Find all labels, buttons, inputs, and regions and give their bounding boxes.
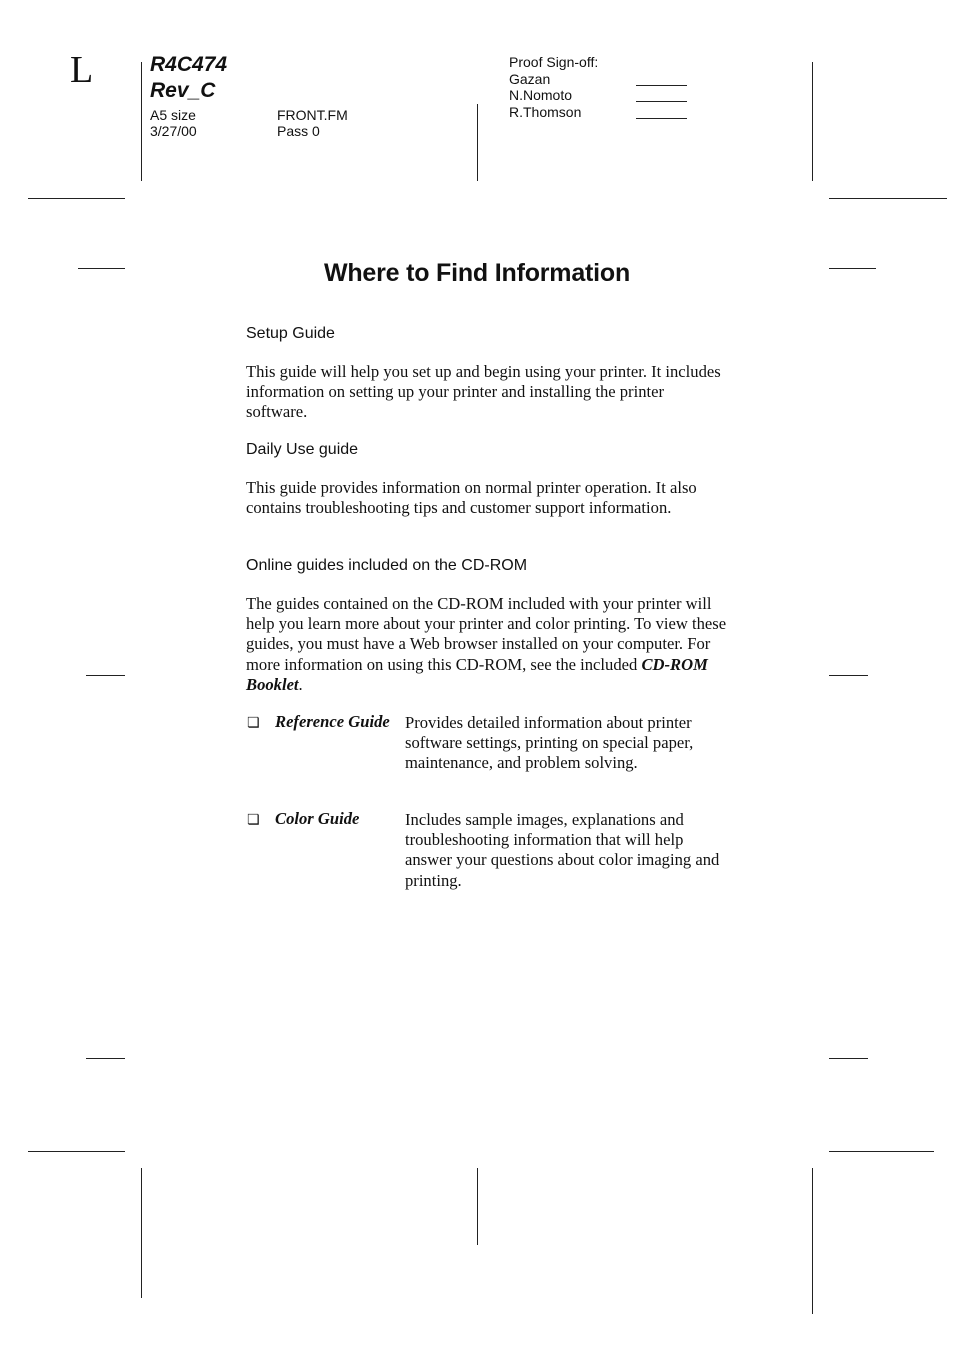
file-name: FRONT.FM xyxy=(277,107,348,123)
page-side-letter: L xyxy=(70,49,94,91)
crop-mark xyxy=(829,198,947,199)
crop-mark xyxy=(28,198,125,199)
crop-mark xyxy=(812,1168,813,1314)
guide-name: Reference Guide xyxy=(275,712,390,731)
section-heading: Daily Use guide xyxy=(246,441,359,458)
signature-line xyxy=(636,101,687,102)
crop-mark xyxy=(141,62,142,181)
guide-name: Color Guide xyxy=(275,809,360,828)
checkbox-bullet-icon: ❏ xyxy=(247,714,260,730)
checkbox-bullet-icon: ❏ xyxy=(247,811,260,827)
paper-size: A5 size xyxy=(150,107,196,123)
crop-mark xyxy=(86,1058,125,1059)
crop-mark xyxy=(829,1058,868,1059)
crop-mark xyxy=(477,104,478,181)
signer-name: N.Nomoto xyxy=(509,87,573,103)
crop-mark xyxy=(141,1168,142,1298)
crop-mark xyxy=(28,1151,125,1152)
section-body-text: The guides contained on the CD-ROM included with your printer will help you learn more about your printer and color printing. To view these guides, you must have a Web browser installed on your computer. For more information on using this CD-ROM, see the included xyxy=(246,594,727,674)
guide-description: Provides detailed information about printer software settings, printing on special paper, maintenance, and problem solving. xyxy=(405,713,694,773)
guide-description: Includes sample images, explanations and troubleshooting information that will help answer your questions about color imaging and printing. xyxy=(405,810,720,890)
proof-signoff-label: Proof Sign-off: xyxy=(509,54,599,70)
section-heading: Online guides included on the CD-ROM xyxy=(246,557,528,574)
booklet-title: CD-ROM Booklet xyxy=(246,654,708,694)
section-body: This guide provides information on normal printer operation. It also contains troubleshooting tips and customer support information. xyxy=(246,478,697,518)
crop-mark xyxy=(86,675,125,676)
crop-mark xyxy=(477,1168,478,1245)
signature-line xyxy=(636,118,687,119)
page-title: Where to Find Information xyxy=(323,259,631,287)
section-body-text: . xyxy=(298,674,303,694)
document-code-line: R4C474 xyxy=(150,53,228,76)
section-heading: Setup Guide xyxy=(246,325,335,342)
document-date: 3/27/00 xyxy=(150,123,197,139)
crop-mark xyxy=(812,62,813,181)
signer-name: R.Thomson xyxy=(509,104,582,120)
signer-name: Gazan xyxy=(509,71,551,87)
section-body xyxy=(246,594,728,695)
document-code xyxy=(150,52,227,104)
crop-mark xyxy=(829,1151,934,1152)
signature-line xyxy=(636,85,687,86)
crop-mark xyxy=(829,675,868,676)
pass-number: Pass 0 xyxy=(277,123,320,139)
section-body: This guide will help you set up and begin using your printer. It includes information on setting up your printer and installing the printer software. xyxy=(246,362,721,422)
revision-code-line: Rev_C xyxy=(150,79,216,102)
